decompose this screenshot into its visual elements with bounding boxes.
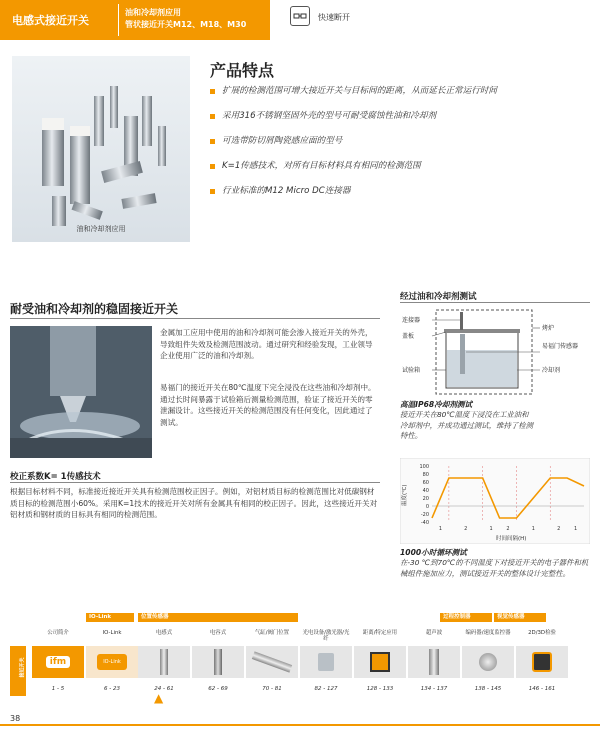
- current-section-arrow-icon: ▲: [154, 691, 164, 705]
- x-tick-label: 2: [464, 526, 468, 532]
- header-subtitle-2: 管状接近开关M12、M18、M30: [125, 20, 247, 29]
- cycle-test-title: 1000小时循环测试: [400, 548, 467, 557]
- nav-item-label: 编码器/速度监控器: [465, 630, 511, 636]
- product-photo-caption: 油和冷却剂应用: [76, 225, 126, 233]
- feature-item: 扩展的检测范围可增大接近开关与目标间的距离，从而延长正常运行时间: [210, 86, 590, 111]
- x-tick-label: 1: [531, 526, 535, 532]
- cycle-chart: [400, 458, 590, 544]
- x-tick-label: 1: [438, 526, 443, 532]
- header-title: 电感式接近开关: [12, 14, 89, 27]
- nav-item-pages: 146 - 161: [528, 686, 556, 692]
- cycle-test-text: 在-30 ℃到70℃的不同温度下对接近开关的电子器件和机械组件施加应力，测试接近开关的整体设计完整性。: [400, 558, 589, 578]
- y-tick-label: 60: [422, 480, 429, 486]
- category-position-sensors: 位置传感器: [138, 613, 298, 622]
- nav-item-distance[interactable]: [354, 628, 406, 704]
- nav-item-company[interactable]: [32, 628, 84, 704]
- nav-thumbnail: [192, 646, 244, 678]
- nav-item-inductive[interactable]: [138, 628, 190, 704]
- bottom-rule: [0, 724, 600, 726]
- feature-item: 行业标准的M12 Micro DC连接器: [210, 186, 590, 211]
- distance-sensor-icon: [370, 652, 390, 672]
- y-axis-label: 温度(℃): [402, 484, 408, 506]
- nav-category-row: [0, 613, 600, 625]
- x-tick-label: 2: [506, 526, 510, 532]
- nav-item-pages: 134 - 137: [420, 686, 448, 692]
- k-factor-title: 校正系数K= 1传感技术: [10, 472, 101, 482]
- machining-photo: [10, 326, 152, 458]
- sensor-group-illustration: [12, 56, 190, 242]
- section-divider: [10, 482, 380, 483]
- nav-item-label: 公司简介: [47, 630, 69, 636]
- ip68-title: 高温IP68冷却剂测试: [400, 400, 473, 409]
- io-link-module-icon: IO-Link: [97, 654, 127, 670]
- nav-item-label: 2D/3D检验: [528, 630, 556, 636]
- nav-item-pages: 24 - 61: [154, 686, 174, 692]
- nav-item-label: 距离/特定应用: [362, 630, 398, 636]
- nav-thumbnail: [516, 646, 568, 678]
- nav-item-capacitive[interactable]: [192, 628, 244, 704]
- nav-item-pages: 70 - 81: [262, 686, 282, 692]
- y-tick-label: 20: [422, 496, 429, 502]
- cover-plate: [444, 329, 520, 333]
- nav-side-label: 接近开关: [19, 657, 26, 678]
- header-subtitle-1: 油和冷却剂应用: [125, 8, 181, 17]
- machining-illustration: [10, 326, 152, 458]
- nav-item-cylinder-valve[interactable]: [246, 628, 298, 704]
- nav-thumbnail: [246, 646, 298, 678]
- nav-item-label: 光电设备/激光器/光纤: [302, 630, 350, 642]
- nav-thumbnail: [462, 646, 514, 678]
- section-divider: [400, 302, 590, 303]
- nav-item-photoelectric[interactable]: [300, 628, 352, 704]
- nav-thumbnail: [354, 646, 406, 678]
- quick-disconnect-icon: [290, 6, 310, 26]
- ultrasonic-sensor-icon: [429, 649, 439, 675]
- capacitive-sensor-icon: [214, 649, 222, 675]
- quick-disconnect-label: 快速断开: [318, 13, 350, 22]
- y-tick-label: 0: [425, 504, 429, 510]
- nav-item-label: 超声波: [425, 630, 443, 636]
- encoder-icon: [479, 653, 497, 671]
- oil-test-title: 经过油和冷却剂测试: [400, 292, 477, 302]
- vision-sensor-icon: [532, 652, 552, 672]
- nav-item-encoder[interactable]: [462, 628, 514, 704]
- nav-thumbnail: [300, 646, 352, 678]
- nav-item-pages: 82 - 127: [314, 686, 338, 692]
- feature-item: 可选带防切屑陶瓷感应面的型号: [210, 136, 590, 161]
- nav-thumbnail: [138, 646, 190, 678]
- photoelectric-sensor-icon: [318, 653, 334, 671]
- nav-item-label: 电感式: [155, 630, 173, 636]
- category-process-control: 过程控制器: [440, 613, 492, 622]
- connector-cable: [460, 312, 463, 330]
- nav-item-pages: 6 - 23: [104, 686, 120, 692]
- y-tick-label: 40: [422, 488, 429, 494]
- nav-item-label: IO-Link: [102, 630, 122, 636]
- y-tick-label: 100: [419, 464, 429, 470]
- robust-section-title: 耐受油和冷却剂的稳固接近开关: [10, 302, 179, 316]
- robust-paragraph-1: 金属加工应用中使用的油和冷却剂可能会渗入接近开关的外壳，导致组件失效及检测范围波动。通过研究和经验发现，工业领导企业使用广泛的油和冷却剂。: [160, 328, 373, 360]
- nav-item-io-link[interactable]: [86, 628, 138, 704]
- ip68-text: 接近开关在80℃温度下浸没在工业油和冷却剂中，并成功通过测试，维持了检测特性。: [400, 410, 534, 440]
- nav-item-label: 气缸/阀门位置: [254, 630, 290, 636]
- oil-test-diagram: [400, 308, 590, 396]
- header-divider: [118, 4, 119, 36]
- page-header: [0, 0, 600, 40]
- feature-item: 采用316不锈钢坚固外壳的型号可耐受腐蚀性油和冷却剂: [210, 111, 590, 136]
- nav-thumbnail: [32, 646, 84, 678]
- category-vision-sensors: 视觉传感器: [494, 613, 546, 622]
- product-navigation-bar: [0, 628, 600, 704]
- ifm-logo: ifm: [46, 656, 70, 668]
- label-sensor: 易福门传感器: [542, 343, 579, 350]
- k-factor-text: 根据目标材料不同，标准接近接近开关具有检测范围校正因子。例如，对铝材质目标的检测范围比对低碳钢材质目标的检测范围小60%。采用K=1技术的接近开关对所有金属具有相同的校正因子。因此，这些接近开关对铝材质和钢材质的目标具有相同的检测范围。: [10, 487, 378, 519]
- nav-item-label: 电容式: [209, 630, 227, 636]
- label-cover: 盖板: [402, 333, 415, 340]
- nav-item-ultrasonic[interactable]: [408, 628, 460, 704]
- y-tick-label: -40: [420, 520, 429, 526]
- nav-item-pages: 62 - 69: [208, 686, 228, 692]
- nav-thumbnail: [408, 646, 460, 678]
- label-coolant: 冷却剂: [542, 367, 561, 374]
- x-tick-label: 1: [573, 526, 578, 532]
- coolant-fill: [447, 350, 517, 387]
- robust-paragraph-2: 易福门的接近开关在80℃温度下完全浸没在这些油和冷却剂中。通过长时间暴露于试验箱后测量检测范围，验证了接近开关的零泄漏设计。这些接近开关的检测范围没有任何变化，因此通过了测试。: [160, 383, 376, 427]
- sensor-body: [460, 334, 465, 374]
- label-tank: 试验箱: [402, 367, 421, 374]
- nav-item-pages: 1 - 5: [51, 686, 65, 692]
- y-tick-label: 80: [422, 472, 429, 478]
- nav-item-pages: 138 - 145: [474, 686, 502, 692]
- inductive-sensor-icon: [160, 649, 168, 675]
- nav-item-pages: 128 - 133: [366, 686, 394, 692]
- nav-thumbnail: [86, 646, 138, 678]
- features-title: 产品特点: [210, 61, 275, 80]
- page-number: 38: [10, 714, 21, 723]
- x-tick-label: 1: [489, 526, 493, 532]
- x-tick-label: 2: [557, 526, 561, 532]
- x-axis-label: 时间间隔(H): [496, 536, 527, 542]
- label-connector: 连接器: [402, 317, 421, 324]
- features-list: [210, 86, 590, 211]
- category-io-link: IO-Link: [86, 613, 134, 622]
- cylinder-sensor-icon: [252, 651, 292, 672]
- section-divider: [10, 318, 380, 319]
- y-tick-label: -20: [420, 512, 429, 518]
- label-oven: 烤炉: [542, 325, 555, 332]
- nav-item-vision[interactable]: [516, 628, 568, 704]
- nav-side-tab: [10, 646, 26, 696]
- feature-item: K=1传感技术，对所有目标材料具有相同的检测范围: [210, 161, 590, 186]
- product-photo: [12, 56, 190, 242]
